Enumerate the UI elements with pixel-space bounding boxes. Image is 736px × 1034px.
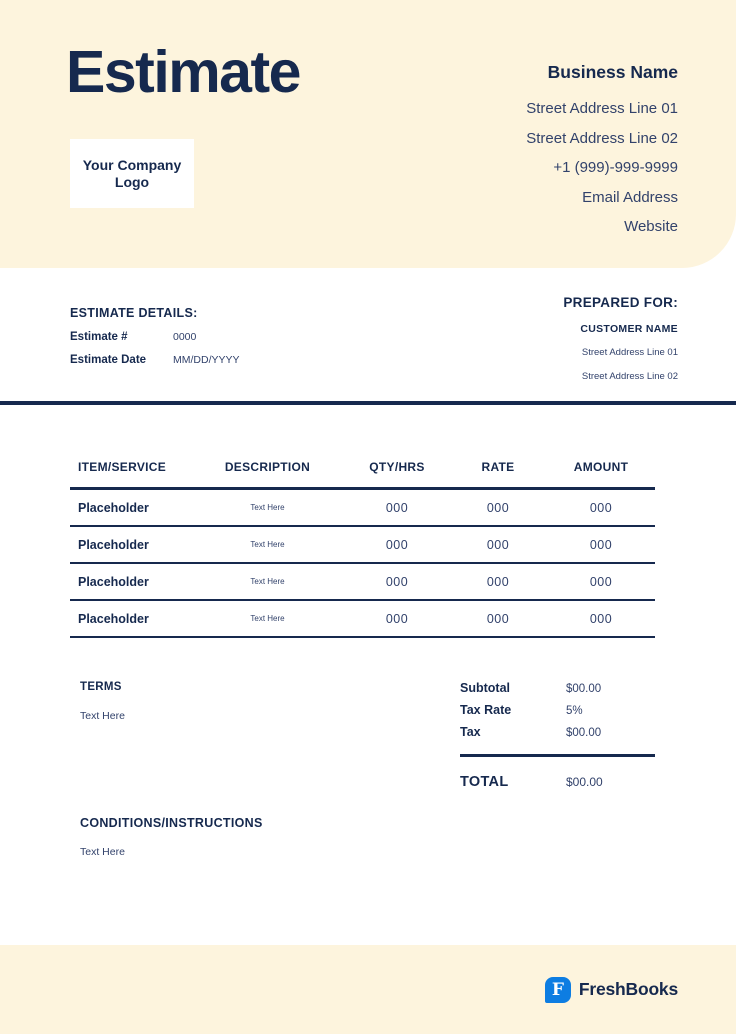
- terms-section: [80, 681, 125, 722]
- column-header-amount: AMOUNT: [573, 459, 629, 474]
- estimate-details-heading: ESTIMATE DETAILS:: [70, 306, 198, 320]
- amount-cell: 000: [589, 500, 613, 515]
- amount-cell: 000: [589, 574, 613, 589]
- qty-cell: 000: [385, 537, 409, 552]
- table-row: [70, 564, 655, 601]
- rate-cell: 000: [486, 611, 510, 626]
- tax-row: [460, 725, 655, 747]
- business-address-line-2: Street Address Line 02: [526, 129, 678, 147]
- terms-heading: TERMS: [80, 681, 122, 693]
- qty-cell: 000: [385, 500, 409, 515]
- freshbooks-logo-letter: F: [551, 979, 564, 1000]
- item-cell: Placeholder: [78, 574, 149, 589]
- estimate-number-value: 0000: [173, 331, 197, 343]
- customer-address-line-2: Street Address Line 02: [581, 370, 678, 382]
- total-value: $00.00: [566, 775, 603, 790]
- table-row: [70, 527, 655, 564]
- total-row: [460, 774, 655, 790]
- business-phone: +1 (999)-999-9999: [553, 159, 678, 176]
- tax-rate-row: [460, 703, 655, 725]
- conditions-text: Text Here: [80, 846, 125, 858]
- column-header-item-service: ITEM/SERVICE: [78, 459, 167, 474]
- item-cell: Placeholder: [78, 500, 149, 515]
- rate-cell: 000: [486, 537, 510, 552]
- qty-cell: 000: [385, 611, 409, 626]
- estimate-number-row: [70, 331, 240, 343]
- totals-divider: [460, 754, 655, 757]
- prepared-for-section: [563, 295, 678, 394]
- rate-cell: 000: [486, 574, 510, 589]
- footer-band: [0, 945, 736, 1034]
- business-email: Email Address: [582, 188, 678, 206]
- amount-cell: 000: [589, 611, 613, 626]
- estimate-date-label: Estimate Date: [70, 353, 147, 366]
- column-header-qty-hrs: QTY/HRS: [369, 459, 425, 474]
- freshbooks-logo-icon: [545, 977, 571, 1003]
- freshbooks-brand[interactable]: [545, 977, 678, 1003]
- item-cell: Placeholder: [78, 537, 149, 552]
- prepared-for-heading: PREPARED FOR:: [563, 295, 678, 310]
- section-divider: [0, 401, 736, 405]
- rate-cell: 000: [486, 500, 510, 515]
- description-cell: Text Here: [250, 614, 285, 623]
- tax-label: Tax: [460, 724, 481, 739]
- conditions-heading: CONDITIONS/INSTRUCTIONS: [80, 816, 263, 830]
- estimate-date-row: [70, 354, 240, 366]
- conditions-section: [80, 816, 263, 858]
- line-items-table: [70, 446, 655, 638]
- description-cell: Text Here: [250, 577, 285, 586]
- column-header-rate: RATE: [481, 459, 515, 474]
- business-website: Website: [624, 218, 678, 235]
- terms-text: Text Here: [80, 710, 125, 722]
- tax-rate-label: Tax Rate: [460, 702, 512, 717]
- column-header-description: DESCRIPTION: [224, 459, 311, 474]
- estimate-date-value: MM/DD/YYYY: [173, 353, 240, 366]
- amount-cell: 000: [589, 537, 613, 552]
- business-address-line-1: Street Address Line 01: [526, 100, 678, 117]
- customer-name: CUSTOMER NAME: [580, 323, 678, 335]
- qty-cell: 000: [385, 574, 409, 589]
- table-row: [70, 601, 655, 638]
- estimate-details-section: [70, 306, 240, 376]
- item-cell: Placeholder: [78, 611, 149, 626]
- freshbooks-wordmark: FreshBooks: [578, 979, 678, 999]
- subtotal-label: Subtotal: [460, 681, 510, 695]
- page-title: Estimate: [66, 39, 300, 105]
- estimate-number-label: Estimate #: [70, 331, 128, 343]
- table-header-row: [70, 446, 655, 490]
- company-logo-placeholder[interactable]: Your Company Logo: [70, 139, 194, 208]
- subtotal-value: $00.00: [566, 683, 602, 695]
- customer-address-line-1: Street Address Line 01: [581, 347, 678, 358]
- subtotal-row: [460, 681, 655, 703]
- table-row: [70, 490, 655, 527]
- header-band: [0, 0, 736, 268]
- description-cell: Text Here: [250, 540, 285, 549]
- tax-value: $00.00: [566, 726, 602, 739]
- business-info: [526, 62, 678, 242]
- business-name: Business Name: [547, 62, 678, 82]
- totals-section: [460, 681, 655, 790]
- tax-rate-value: 5%: [566, 704, 583, 717]
- total-label: TOTAL: [460, 774, 509, 791]
- description-cell: Text Here: [250, 503, 285, 512]
